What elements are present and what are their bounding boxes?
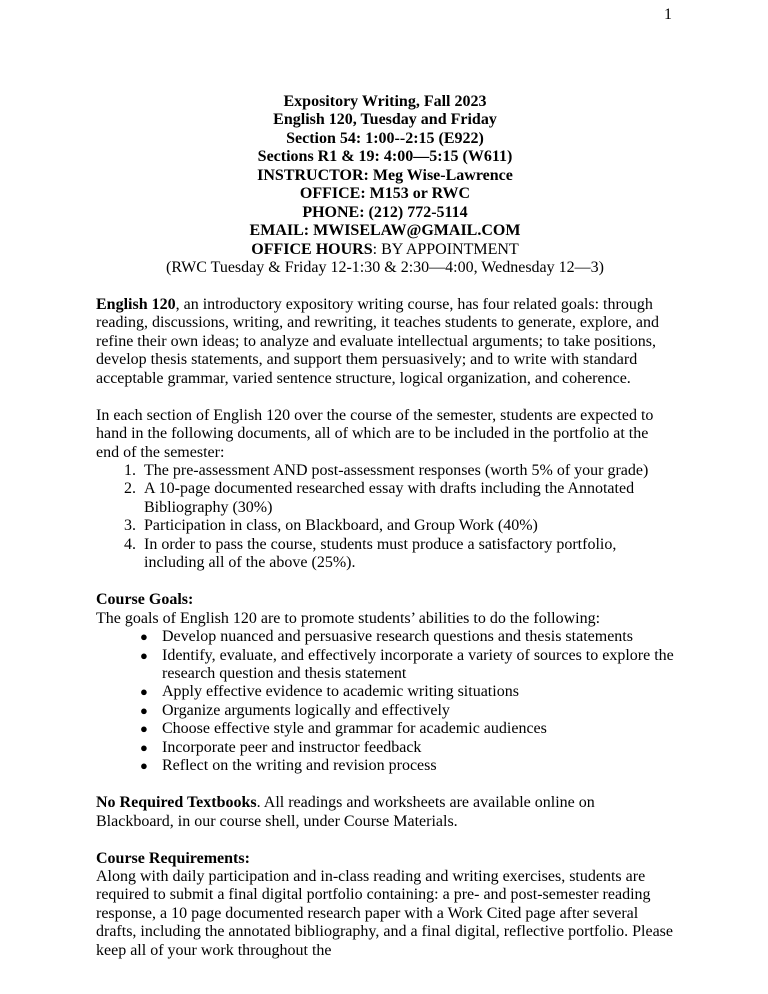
goals-heading: Course Goals: bbox=[96, 591, 194, 609]
instructor: INSTRUCTOR: Meg Wise-Lawrence bbox=[257, 166, 513, 184]
goals-section bbox=[96, 591, 674, 776]
list-item: 1. The pre-assessment AND post-assessment responses (worth 5% of your grade) bbox=[140, 462, 674, 480]
intro-text: , an introductory expository writing course, has four related goals: through reading, discussions, writing, and rewriting, it teaches students to generate, explore, and refine their own ideas; to analyze and evaluate intellectual arguments; to take positions, develop thesis statements, and support them persuasively; and to write with standard acceptable grammar, varied sentence structure, logical organization, and coherence. bbox=[96, 295, 659, 387]
list-item: ● Incorporate peer and instructor feedback bbox=[162, 739, 674, 757]
document-page bbox=[96, 93, 674, 960]
course-header bbox=[96, 93, 674, 278]
phone: PHONE: (212) 772-5114 bbox=[302, 203, 468, 221]
documents-list bbox=[96, 462, 674, 573]
office-hours-detail: (RWC Tuesday & Friday 12-1:30 & 2:30—4:00, Wednesday 12—3) bbox=[166, 259, 604, 277]
office: OFFICE: M153 or RWC bbox=[299, 185, 471, 203]
requirements-section bbox=[96, 850, 674, 961]
list-item: ● Identify, evaluate, and effectively incorporate a variety of sources to explore the research question and thesis statement bbox=[162, 647, 674, 684]
office-hours-value: : BY APPOINTMENT bbox=[372, 240, 519, 258]
documents-section bbox=[96, 407, 674, 573]
intro-paragraph bbox=[96, 296, 674, 388]
textbooks-text: . All readings and worksheets are available online on Blackboard, in our course shell, under Course Materials. bbox=[96, 794, 595, 830]
course-days: English 120, Tuesday and Friday bbox=[273, 111, 497, 129]
section-54-time: Section 54: 1:00--2:15 (E922) bbox=[286, 129, 484, 147]
list-item: ● Organize arguments logically and effectively bbox=[162, 702, 674, 720]
list-item: ● Reflect on the writing and revision process bbox=[162, 757, 674, 775]
list-item: ● Apply effective evidence to academic writing situations bbox=[162, 683, 674, 701]
textbooks-paragraph bbox=[96, 794, 674, 831]
textbooks-bold: No Required Textbooks bbox=[96, 794, 257, 812]
email: EMAIL: MWISELAW@GMAIL.COM bbox=[249, 222, 521, 240]
course-title: Expository Writing, Fall 2023 bbox=[283, 93, 487, 110]
documents-text: In each section of English 120 over the course of the semester, students are expected to hand in the following documents, all of which are to be included in the portfolio at the end of the semester: bbox=[96, 406, 654, 461]
list-item: 3. Participation in class, on Blackboard, and Group Work (40%) bbox=[140, 517, 674, 535]
office-hours-label: OFFICE HOURS bbox=[251, 240, 373, 258]
list-item: ● Develop nuanced and persuasive research questions and thesis statements bbox=[162, 628, 674, 646]
office-hours bbox=[96, 241, 674, 259]
page-number: 1 bbox=[664, 6, 672, 23]
requirements-text: Along with daily participation and in-class reading and writing exercises, students are required to submit a final digital portfolio containing: a pre- and post-semester reading response, a 10 page documented research paper with a Work Cited page after several drafts, including the annotated bibliography, and a final digital, reflective portfolio. Please keep all of your work throughout the bbox=[96, 867, 674, 959]
list-item: ● Choose effective style and grammar for academic audiences bbox=[162, 720, 674, 738]
requirements-heading: Course Requirements: bbox=[96, 849, 250, 867]
sections-r1-19-time: Sections R1 & 19: 4:00—5:15 (W611) bbox=[257, 148, 513, 166]
goals-list bbox=[96, 628, 674, 776]
goals-text: The goals of English 120 are to promote students’ abilities to do the following: bbox=[96, 609, 601, 627]
intro-bold: English 120 bbox=[96, 295, 176, 313]
list-item: 2. A 10-page documented researched essay with drafts including the Annotated Bibliography (30%) bbox=[140, 480, 674, 517]
list-item: 4. In order to pass the course, students must produce a satisfactory portfolio, including all of the above (25%). bbox=[140, 536, 674, 573]
